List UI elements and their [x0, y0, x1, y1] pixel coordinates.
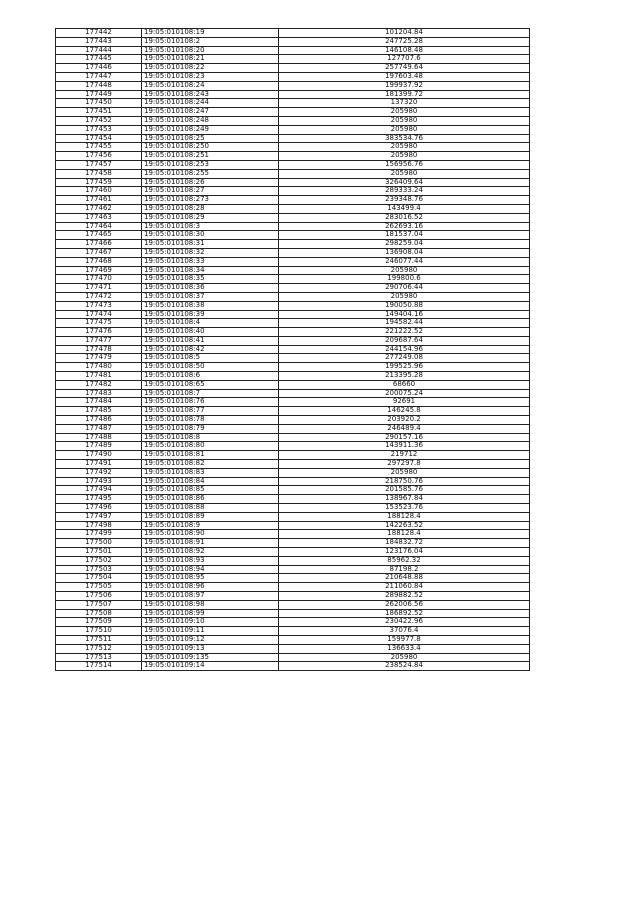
amount-cell: 197603.48	[279, 72, 530, 81]
cadastral-number-cell: 19:05:010108:243	[142, 90, 279, 99]
table-row	[56, 618, 530, 627]
cadastral-number-cell: 19:05:010109:10	[142, 618, 279, 627]
amount-cell: 283016.52	[279, 213, 530, 222]
row-id-cell: 177448	[56, 81, 142, 90]
cadastral-number-cell: 19:05:010108:22	[142, 64, 279, 73]
row-id-cell: 177445	[56, 55, 142, 64]
table-row	[56, 108, 530, 117]
row-id-cell: 177499	[56, 530, 142, 539]
row-id-cell: 177452	[56, 116, 142, 125]
cadastral-number-cell: 19:05:010108:77	[142, 407, 279, 416]
table-row	[56, 231, 530, 240]
data-table	[55, 28, 530, 671]
cadastral-number-cell: 19:05:010108:88	[142, 504, 279, 513]
row-id-cell: 177474	[56, 310, 142, 319]
row-id-cell: 177497	[56, 512, 142, 521]
amount-cell: 138967.84	[279, 495, 530, 504]
cadastral-number-cell: 19:05:010108:93	[142, 556, 279, 565]
amount-cell: 205980	[279, 143, 530, 152]
amount-cell: 184832.72	[279, 539, 530, 548]
amount-cell: 143499.4	[279, 204, 530, 213]
table-row	[56, 292, 530, 301]
cadastral-number-cell: 19:05:010108:98	[142, 600, 279, 609]
amount-cell: 219712	[279, 451, 530, 460]
row-id-cell: 177447	[56, 72, 142, 81]
amount-cell: 87198.2	[279, 565, 530, 574]
amount-cell: 199937.92	[279, 81, 530, 90]
table-body	[56, 29, 530, 671]
cadastral-number-cell: 19:05:010108:78	[142, 416, 279, 425]
table-row	[56, 90, 530, 99]
cadastral-number-cell: 19:05:010108:28	[142, 204, 279, 213]
cadastral-number-cell: 19:05:010108:248	[142, 116, 279, 125]
table-row	[56, 301, 530, 310]
cadastral-number-cell: 19:05:010108:92	[142, 548, 279, 557]
row-id-cell: 177484	[56, 398, 142, 407]
row-id-cell: 177505	[56, 583, 142, 592]
amount-cell: 153523.76	[279, 504, 530, 513]
table-row	[56, 143, 530, 152]
cadastral-number-cell: 19:05:010108:250	[142, 143, 279, 152]
table-row	[56, 354, 530, 363]
cadastral-number-cell: 19:05:010108:82	[142, 460, 279, 469]
amount-cell: 205980	[279, 152, 530, 161]
row-id-cell: 177460	[56, 187, 142, 196]
amount-cell: 205980	[279, 108, 530, 117]
table-row	[56, 178, 530, 187]
table-row	[56, 81, 530, 90]
table-row	[56, 442, 530, 451]
cadastral-number-cell: 19:05:010108:2	[142, 37, 279, 46]
cadastral-number-cell: 19:05:010108:81	[142, 451, 279, 460]
row-id-cell: 177510	[56, 627, 142, 636]
table-row	[56, 116, 530, 125]
table-row	[56, 169, 530, 178]
table-row	[56, 451, 530, 460]
cadastral-number-cell: 19:05:010108:95	[142, 574, 279, 583]
table-row	[56, 495, 530, 504]
cadastral-number-cell: 19:05:010108:24	[142, 81, 279, 90]
amount-cell: 246077.44	[279, 257, 530, 266]
row-id-cell: 177514	[56, 662, 142, 671]
amount-cell: 194582.44	[279, 319, 530, 328]
cadastral-number-cell: 19:05:010108:38	[142, 301, 279, 310]
amount-cell: 199525.96	[279, 363, 530, 372]
table-row	[56, 583, 530, 592]
table-row	[56, 574, 530, 583]
row-id-cell: 177468	[56, 257, 142, 266]
table-row	[56, 592, 530, 601]
row-id-cell: 177467	[56, 248, 142, 257]
cadastral-number-cell: 19:05:010108:91	[142, 539, 279, 548]
amount-cell: 277249.08	[279, 354, 530, 363]
table-row	[56, 310, 530, 319]
amount-cell: 201585.76	[279, 486, 530, 495]
amount-cell: 142263.52	[279, 521, 530, 530]
table-row	[56, 64, 530, 73]
table-row	[56, 662, 530, 671]
amount-cell: 127707.6	[279, 55, 530, 64]
amount-cell: 190050.88	[279, 301, 530, 310]
table-row	[56, 512, 530, 521]
table-row	[56, 152, 530, 161]
row-id-cell: 177465	[56, 231, 142, 240]
row-id-cell: 177513	[56, 653, 142, 662]
cadastral-number-cell: 19:05:010108:9	[142, 521, 279, 530]
row-id-cell: 177502	[56, 556, 142, 565]
row-id-cell: 177469	[56, 266, 142, 275]
row-id-cell: 177453	[56, 125, 142, 134]
row-id-cell: 177495	[56, 495, 142, 504]
table-row	[56, 635, 530, 644]
row-id-cell: 177507	[56, 600, 142, 609]
row-id-cell: 177504	[56, 574, 142, 583]
cadastral-number-cell: 19:05:010108:94	[142, 565, 279, 574]
amount-cell: 239348.76	[279, 196, 530, 205]
table-row	[56, 433, 530, 442]
row-id-cell: 177442	[56, 29, 142, 38]
row-id-cell: 177476	[56, 328, 142, 337]
cadastral-number-cell: 19:05:010108:4	[142, 319, 279, 328]
amount-cell: 205980	[279, 266, 530, 275]
amount-cell: 205980	[279, 292, 530, 301]
cadastral-number-cell: 19:05:010108:33	[142, 257, 279, 266]
cadastral-number-cell: 19:05:010108:3	[142, 222, 279, 231]
row-id-cell: 177506	[56, 592, 142, 601]
amount-cell: 159977.8	[279, 635, 530, 644]
amount-cell: 101204.84	[279, 29, 530, 38]
row-id-cell: 177463	[56, 213, 142, 222]
table-row	[56, 134, 530, 143]
amount-cell: 257749.64	[279, 64, 530, 73]
row-id-cell: 177485	[56, 407, 142, 416]
cadastral-number-cell: 19:05:010108:20	[142, 46, 279, 55]
cadastral-number-cell: 19:05:010108:23	[142, 72, 279, 81]
row-id-cell: 177478	[56, 345, 142, 354]
row-id-cell: 177508	[56, 609, 142, 618]
amount-cell: 205980	[279, 116, 530, 125]
amount-cell: 205980	[279, 653, 530, 662]
table-row	[56, 556, 530, 565]
cadastral-number-cell: 19:05:010108:8	[142, 433, 279, 442]
amount-cell: 200075.24	[279, 389, 530, 398]
amount-cell: 203920.2	[279, 416, 530, 425]
row-id-cell: 177446	[56, 64, 142, 73]
row-id-cell: 177462	[56, 204, 142, 213]
cadastral-number-cell: 19:05:010108:83	[142, 468, 279, 477]
cadastral-number-cell: 19:05:010108:86	[142, 495, 279, 504]
row-id-cell: 177483	[56, 389, 142, 398]
row-id-cell: 177450	[56, 99, 142, 108]
cadastral-number-cell: 19:05:010109:11	[142, 627, 279, 636]
cadastral-number-cell: 19:05:010108:7	[142, 389, 279, 398]
table-row	[56, 284, 530, 293]
table-row	[56, 565, 530, 574]
amount-cell: 297297.8	[279, 460, 530, 469]
table-row	[56, 336, 530, 345]
cadastral-number-cell: 19:05:010108:90	[142, 530, 279, 539]
row-id-cell: 177500	[56, 539, 142, 548]
table-row	[56, 196, 530, 205]
cadastral-number-cell: 19:05:010108:244	[142, 99, 279, 108]
row-id-cell: 177480	[56, 363, 142, 372]
cadastral-number-cell: 19:05:010108:37	[142, 292, 279, 301]
cadastral-number-cell: 19:05:010108:99	[142, 609, 279, 618]
table-row	[56, 644, 530, 653]
amount-cell: 37076.4	[279, 627, 530, 636]
table-row	[56, 204, 530, 213]
cadastral-number-cell: 19:05:010108:85	[142, 486, 279, 495]
cadastral-number-cell: 19:05:010108:42	[142, 345, 279, 354]
table-row	[56, 46, 530, 55]
row-id-cell: 177486	[56, 416, 142, 425]
table-row	[56, 248, 530, 257]
cadastral-number-cell: 19:05:010108:80	[142, 442, 279, 451]
amount-cell: 262006.56	[279, 600, 530, 609]
table-row	[56, 266, 530, 275]
table-row	[56, 389, 530, 398]
row-id-cell: 177482	[56, 380, 142, 389]
amount-cell: 156956.76	[279, 160, 530, 169]
amount-cell: 244154.96	[279, 345, 530, 354]
amount-cell: 290706.44	[279, 284, 530, 293]
row-id-cell: 177458	[56, 169, 142, 178]
cadastral-number-cell: 19:05:010108:35	[142, 275, 279, 284]
amount-cell: 211060.84	[279, 583, 530, 592]
row-id-cell: 177489	[56, 442, 142, 451]
amount-cell: 188128.4	[279, 512, 530, 521]
amount-cell: 210648.88	[279, 574, 530, 583]
cadastral-number-cell: 19:05:010109:13	[142, 644, 279, 653]
cadastral-number-cell: 19:05:010108:84	[142, 477, 279, 486]
cadastral-number-cell: 19:05:010108:25	[142, 134, 279, 143]
row-id-cell: 177492	[56, 468, 142, 477]
cadastral-number-cell: 19:05:010108:27	[142, 187, 279, 196]
cadastral-number-cell: 19:05:010108:249	[142, 125, 279, 134]
cadastral-number-cell: 19:05:010108:255	[142, 169, 279, 178]
table-row	[56, 424, 530, 433]
amount-cell: 199800.6	[279, 275, 530, 284]
row-id-cell: 177501	[56, 548, 142, 557]
cadastral-number-cell: 19:05:010108:65	[142, 380, 279, 389]
row-id-cell: 177498	[56, 521, 142, 530]
cadastral-number-cell: 19:05:010108:21	[142, 55, 279, 64]
cadastral-number-cell: 19:05:010109:14	[142, 662, 279, 671]
amount-cell: 238524.84	[279, 662, 530, 671]
table-row	[56, 477, 530, 486]
amount-cell: 218750.76	[279, 477, 530, 486]
row-id-cell: 177477	[56, 336, 142, 345]
amount-cell: 290157.16	[279, 433, 530, 442]
row-id-cell: 177456	[56, 152, 142, 161]
amount-cell: 186892.52	[279, 609, 530, 618]
row-id-cell: 177493	[56, 477, 142, 486]
amount-cell: 246489.4	[279, 424, 530, 433]
amount-cell: 383534.76	[279, 134, 530, 143]
amount-cell: 149404.16	[279, 310, 530, 319]
row-id-cell: 177471	[56, 284, 142, 293]
row-id-cell: 177487	[56, 424, 142, 433]
table-row	[56, 222, 530, 231]
table-row	[56, 380, 530, 389]
row-id-cell: 177479	[56, 354, 142, 363]
amount-cell: 85962.32	[279, 556, 530, 565]
table-row	[56, 609, 530, 618]
amount-cell: 92691	[279, 398, 530, 407]
cadastral-number-cell: 19:05:010108:50	[142, 363, 279, 372]
table-row	[56, 398, 530, 407]
cadastral-number-cell: 19:05:010108:19	[142, 29, 279, 38]
table-row	[56, 275, 530, 284]
amount-cell: 289882.52	[279, 592, 530, 601]
row-id-cell: 177503	[56, 565, 142, 574]
amount-cell: 326409.64	[279, 178, 530, 187]
cadastral-number-cell: 19:05:010108:273	[142, 196, 279, 205]
row-id-cell: 177454	[56, 134, 142, 143]
table-row	[56, 530, 530, 539]
cadastral-number-cell: 19:05:010108:96	[142, 583, 279, 592]
row-id-cell: 177470	[56, 275, 142, 284]
row-id-cell: 177512	[56, 644, 142, 653]
table-row	[56, 72, 530, 81]
row-id-cell: 177488	[56, 433, 142, 442]
cadastral-number-cell: 19:05:010108:32	[142, 248, 279, 257]
row-id-cell: 177475	[56, 319, 142, 328]
table-row	[56, 319, 530, 328]
row-id-cell: 177444	[56, 46, 142, 55]
row-id-cell: 177473	[56, 301, 142, 310]
cadastral-number-cell: 19:05:010108:36	[142, 284, 279, 293]
row-id-cell: 177481	[56, 372, 142, 381]
table-row	[56, 29, 530, 38]
row-id-cell: 177461	[56, 196, 142, 205]
row-id-cell: 177511	[56, 635, 142, 644]
table-row	[56, 539, 530, 548]
row-id-cell: 177496	[56, 504, 142, 513]
amount-cell: 143911.36	[279, 442, 530, 451]
cadastral-number-cell: 19:05:010108:40	[142, 328, 279, 337]
row-id-cell: 177464	[56, 222, 142, 231]
row-id-cell: 177451	[56, 108, 142, 117]
row-id-cell: 177449	[56, 90, 142, 99]
cadastral-number-cell: 19:05:010108:39	[142, 310, 279, 319]
table-row	[56, 460, 530, 469]
amount-cell: 181399.72	[279, 90, 530, 99]
table-row	[56, 125, 530, 134]
table-row	[56, 99, 530, 108]
row-id-cell: 177459	[56, 178, 142, 187]
table-row	[56, 653, 530, 662]
amount-cell: 298259.04	[279, 240, 530, 249]
amount-cell: 181537.04	[279, 231, 530, 240]
cadastral-number-cell: 19:05:010108:30	[142, 231, 279, 240]
cadastral-number-cell: 19:05:010108:34	[142, 266, 279, 275]
amount-cell: 136908.04	[279, 248, 530, 257]
cadastral-number-cell: 19:05:010108:251	[142, 152, 279, 161]
table-row	[56, 627, 530, 636]
row-id-cell: 177509	[56, 618, 142, 627]
amount-cell: 188128.4	[279, 530, 530, 539]
row-id-cell: 177472	[56, 292, 142, 301]
table-row	[56, 504, 530, 513]
cadastral-number-cell: 19:05:010108:253	[142, 160, 279, 169]
amount-cell: 230422.96	[279, 618, 530, 627]
table-row	[56, 213, 530, 222]
cadastral-number-cell: 19:05:010109:12	[142, 635, 279, 644]
table-row	[56, 548, 530, 557]
amount-cell: 221222.52	[279, 328, 530, 337]
cadastral-number-cell: 19:05:010108:247	[142, 108, 279, 117]
table-row	[56, 345, 530, 354]
table-row	[56, 600, 530, 609]
cadastral-number-cell: 19:05:010108:5	[142, 354, 279, 363]
amount-cell: 205980	[279, 468, 530, 477]
table-row	[56, 416, 530, 425]
amount-cell: 146108.48	[279, 46, 530, 55]
cadastral-number-cell: 19:05:010108:31	[142, 240, 279, 249]
cadastral-number-cell: 19:05:010109:135	[142, 653, 279, 662]
amount-cell: 247725.28	[279, 37, 530, 46]
table-row	[56, 240, 530, 249]
cadastral-number-cell: 19:05:010108:6	[142, 372, 279, 381]
amount-cell: 213395.28	[279, 372, 530, 381]
cadastral-number-cell: 19:05:010108:89	[142, 512, 279, 521]
cadastral-number-cell: 19:05:010108:26	[142, 178, 279, 187]
table-row	[56, 372, 530, 381]
table-row	[56, 257, 530, 266]
amount-cell: 136633.4	[279, 644, 530, 653]
cadastral-number-cell: 19:05:010108:76	[142, 398, 279, 407]
row-id-cell: 177466	[56, 240, 142, 249]
table-row	[56, 55, 530, 64]
row-id-cell: 177457	[56, 160, 142, 169]
amount-cell: 146245.8	[279, 407, 530, 416]
table-row	[56, 486, 530, 495]
table-row	[56, 187, 530, 196]
amount-cell: 68660	[279, 380, 530, 389]
amount-cell: 205980	[279, 125, 530, 134]
table-row	[56, 160, 530, 169]
table-row	[56, 328, 530, 337]
cadastral-number-cell: 19:05:010108:79	[142, 424, 279, 433]
table-row	[56, 363, 530, 372]
row-id-cell: 177491	[56, 460, 142, 469]
table-row	[56, 407, 530, 416]
amount-cell: 137320	[279, 99, 530, 108]
table-row	[56, 521, 530, 530]
row-id-cell: 177494	[56, 486, 142, 495]
amount-cell: 289333.24	[279, 187, 530, 196]
amount-cell: 262693.16	[279, 222, 530, 231]
cadastral-number-cell: 19:05:010108:97	[142, 592, 279, 601]
row-id-cell: 177455	[56, 143, 142, 152]
amount-cell: 205980	[279, 169, 530, 178]
row-id-cell: 177490	[56, 451, 142, 460]
amount-cell: 123176.04	[279, 548, 530, 557]
table-row	[56, 468, 530, 477]
row-id-cell: 177443	[56, 37, 142, 46]
cadastral-number-cell: 19:05:010108:41	[142, 336, 279, 345]
cadastral-number-cell: 19:05:010108:29	[142, 213, 279, 222]
table-row	[56, 37, 530, 46]
amount-cell: 209687.64	[279, 336, 530, 345]
